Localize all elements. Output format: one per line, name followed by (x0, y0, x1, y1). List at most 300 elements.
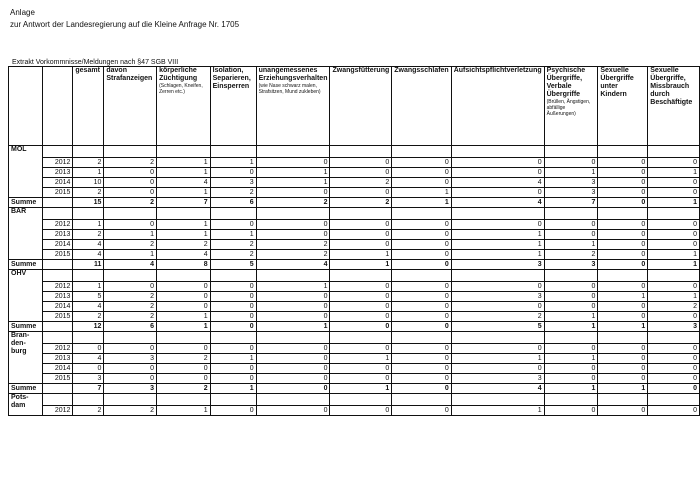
value-cell: 2 (73, 188, 104, 198)
header-cell-year (42, 67, 73, 146)
value-cell: 0 (392, 364, 451, 374)
column-header-title: körperliche Züchtigung (159, 67, 198, 82)
value-cell: 0 (256, 364, 330, 374)
value-cell: 1 (544, 354, 598, 364)
empty-cell (73, 208, 104, 220)
value-cell: 0 (598, 354, 648, 364)
year-cell: 2014 (42, 178, 73, 188)
value-cell: 0 (544, 292, 598, 302)
value-cell: 2 (210, 250, 256, 260)
empty-cell (451, 208, 544, 220)
value-cell: 0 (256, 188, 330, 198)
column-header-title: Sexuelle Übergriffe, Missbrauch durch Beschäftigte (650, 67, 693, 106)
empty-cell (598, 208, 648, 220)
empty-cell (544, 394, 598, 406)
sum-label: Summe (9, 322, 43, 332)
value-cell: 0 (648, 364, 700, 374)
value-cell: 2 (73, 230, 104, 240)
value-cell: 0 (210, 282, 256, 292)
value-cell: 0 (210, 344, 256, 354)
value-cell: 0 (330, 220, 392, 230)
empty-cell (157, 146, 211, 158)
value-cell: 0 (256, 344, 330, 354)
table-row (9, 282, 700, 292)
value-cell: 2 (256, 250, 330, 260)
value-cell: 0 (256, 220, 330, 230)
sum-label: Summe (9, 384, 43, 394)
value-cell: 1 (598, 292, 648, 302)
value-cell: 0 (648, 282, 700, 292)
empty-cell (392, 270, 451, 282)
sum-value-cell: 3 (544, 260, 598, 270)
value-cell: 0 (648, 406, 700, 416)
value-cell: 0 (544, 374, 598, 384)
table-row (9, 302, 700, 312)
value-cell: 0 (256, 158, 330, 168)
sum-value-cell: 8 (157, 260, 211, 270)
sum-value-cell: 4 (104, 260, 157, 270)
table-row (9, 312, 700, 322)
value-cell: 1 (451, 240, 544, 250)
sum-value-cell: 11 (73, 260, 104, 270)
sum-value-cell: 7 (73, 384, 104, 394)
document-subtitle: zur Antwort der Landesregierung auf die Kleine Anfrage Nr. 1705 (10, 20, 240, 29)
sum-value-cell: 3 (104, 384, 157, 394)
value-cell: 0 (256, 406, 330, 416)
column-header (451, 67, 544, 146)
year-cell: 2012 (42, 220, 73, 230)
value-cell: 0 (104, 364, 157, 374)
column-header (330, 67, 392, 146)
sum-value-cell: 0 (648, 384, 700, 394)
value-cell: 1 (330, 250, 392, 260)
column-header-title: Aufsichtspflichtverletzung (453, 67, 542, 74)
table-row (9, 230, 700, 240)
value-cell: 0 (210, 374, 256, 384)
value-cell: 0 (157, 302, 211, 312)
empty-cell (330, 270, 392, 282)
column-header-title: Isolation, Separieren, Einsperren (212, 67, 251, 90)
value-cell: 0 (330, 188, 392, 198)
empty-cell (392, 146, 451, 158)
column-header-note: (wie Nase schwarz malen, Strafsitzen, Mund zukleben) (258, 83, 321, 95)
value-cell: 0 (598, 344, 648, 354)
value-cell: 0 (330, 302, 392, 312)
value-cell: 3 (544, 188, 598, 198)
table-row (9, 158, 700, 168)
value-cell: 0 (210, 292, 256, 302)
region-row (9, 146, 700, 158)
value-cell: 1 (256, 168, 330, 178)
value-cell: 4 (451, 178, 544, 188)
value-cell: 0 (451, 302, 544, 312)
value-cell: 0 (598, 188, 648, 198)
value-cell: 0 (544, 158, 598, 168)
empty-cell (42, 384, 73, 394)
value-cell: 0 (392, 374, 451, 384)
empty-cell (73, 394, 104, 406)
value-cell: 0 (598, 158, 648, 168)
value-cell: 0 (256, 374, 330, 384)
sum-value-cell: 0 (598, 198, 648, 208)
sum-value-cell: 1 (157, 322, 211, 332)
value-cell: 1 (73, 168, 104, 178)
value-cell: 0 (451, 188, 544, 198)
value-cell: 2 (104, 302, 157, 312)
value-cell: 4 (73, 250, 104, 260)
value-cell: 0 (598, 178, 648, 188)
empty-cell (256, 208, 330, 220)
value-cell: 0 (104, 282, 157, 292)
value-cell: 1 (157, 158, 211, 168)
year-cell: 2013 (42, 230, 73, 240)
value-cell: 0 (330, 364, 392, 374)
value-cell: 1 (256, 282, 330, 292)
value-cell: 2 (104, 240, 157, 250)
value-cell: 4 (73, 240, 104, 250)
empty-cell (73, 146, 104, 158)
value-cell: 0 (157, 292, 211, 302)
value-cell: 0 (392, 302, 451, 312)
empty-cell (104, 394, 157, 406)
value-cell: 2 (210, 188, 256, 198)
value-cell: 3 (451, 374, 544, 384)
value-cell: 1 (104, 250, 157, 260)
sum-value-cell: 3 (648, 322, 700, 332)
sum-value-cell: 4 (451, 384, 544, 394)
empty-cell (210, 146, 256, 158)
value-cell: 3 (73, 374, 104, 384)
value-cell: 5 (73, 292, 104, 302)
year-cell: 2013 (42, 292, 73, 302)
empty-cell (157, 208, 211, 220)
value-cell: 0 (104, 220, 157, 230)
sum-value-cell: 2 (256, 198, 330, 208)
value-cell: 0 (451, 364, 544, 374)
empty-cell (451, 332, 544, 344)
sum-value-cell: 5 (210, 260, 256, 270)
value-cell: 0 (330, 292, 392, 302)
empty-cell (42, 394, 73, 406)
value-cell: 0 (598, 374, 648, 384)
value-cell: 0 (330, 312, 392, 322)
table-header-row (9, 67, 700, 146)
value-cell: 0 (330, 158, 392, 168)
empty-cell (648, 332, 700, 344)
empty-cell (330, 394, 392, 406)
value-cell: 10 (73, 178, 104, 188)
column-header-title: Sexuelle Übergriffe unter Kindern (600, 67, 634, 98)
incident-table (8, 66, 700, 416)
year-cell: 2012 (42, 158, 73, 168)
value-cell: 1 (392, 188, 451, 198)
value-cell: 4 (157, 178, 211, 188)
value-cell: 1 (451, 354, 544, 364)
empty-cell (648, 270, 700, 282)
value-cell: 0 (157, 344, 211, 354)
value-cell: 0 (544, 220, 598, 230)
empty-cell (451, 394, 544, 406)
sum-value-cell: 4 (256, 260, 330, 270)
value-cell: 1 (256, 178, 330, 188)
sum-row (9, 198, 700, 208)
empty-cell (210, 208, 256, 220)
empty-cell (598, 270, 648, 282)
sum-value-cell: 0 (598, 260, 648, 270)
table-row (9, 220, 700, 230)
value-cell: 0 (648, 354, 700, 364)
table-row (9, 188, 700, 198)
value-cell: 2 (104, 292, 157, 302)
region-row (9, 332, 700, 344)
empty-cell (544, 270, 598, 282)
year-cell: 2013 (42, 354, 73, 364)
empty-cell (73, 332, 104, 344)
value-cell: 2 (330, 178, 392, 188)
value-cell: 0 (330, 406, 392, 416)
value-cell: 2 (648, 302, 700, 312)
year-cell: 2015 (42, 188, 73, 198)
value-cell: 0 (210, 406, 256, 416)
value-cell: 0 (256, 354, 330, 364)
table-row (9, 344, 700, 354)
sum-value-cell: 0 (392, 322, 451, 332)
region-name-line: burg (11, 348, 27, 355)
value-cell: 1 (451, 406, 544, 416)
empty-cell (451, 270, 544, 282)
header-cell-region (9, 67, 43, 146)
empty-cell (256, 332, 330, 344)
value-cell: 0 (544, 302, 598, 312)
value-cell: 1 (544, 168, 598, 178)
column-header-title: unangemessenes Erziehungsverhalten (258, 67, 328, 82)
value-cell: 1 (210, 354, 256, 364)
value-cell: 0 (392, 344, 451, 354)
value-cell: 0 (648, 230, 700, 240)
value-cell: 0 (210, 168, 256, 178)
sum-value-cell: 2 (330, 198, 392, 208)
empty-cell (544, 208, 598, 220)
table-row (9, 374, 700, 384)
sum-value-cell: 0 (392, 260, 451, 270)
sum-value-cell: 2 (104, 198, 157, 208)
sum-value-cell: 15 (73, 198, 104, 208)
value-cell: 0 (451, 282, 544, 292)
value-cell: 0 (598, 302, 648, 312)
sum-value-cell: 1 (330, 384, 392, 394)
column-header-note: (Brüllen, Ängstigen, abfällige Äußerungen) (546, 99, 591, 117)
region-name (9, 332, 43, 384)
value-cell: 1 (157, 168, 211, 178)
sum-row (9, 322, 700, 332)
value-cell: 1 (544, 312, 598, 322)
value-cell: 0 (392, 240, 451, 250)
value-cell: 0 (256, 312, 330, 322)
value-cell: 2 (256, 240, 330, 250)
value-cell: 1 (104, 230, 157, 240)
value-cell: 0 (598, 312, 648, 322)
value-cell: 0 (104, 344, 157, 354)
table-row (9, 364, 700, 374)
sum-value-cell: 1 (648, 260, 700, 270)
empty-cell (392, 394, 451, 406)
value-cell: 0 (73, 364, 104, 374)
empty-cell (210, 394, 256, 406)
empty-cell (104, 146, 157, 158)
sum-value-cell: 1 (392, 198, 451, 208)
empty-cell (544, 332, 598, 344)
sum-value-cell: 4 (451, 198, 544, 208)
value-cell: 2 (451, 312, 544, 322)
value-cell: 1 (210, 230, 256, 240)
sum-value-cell: 0 (210, 322, 256, 332)
value-cell: 2 (210, 240, 256, 250)
value-cell: 0 (73, 344, 104, 354)
value-cell: 2 (157, 354, 211, 364)
sum-value-cell: 1 (330, 260, 392, 270)
value-cell: 1 (544, 240, 598, 250)
region-name-line: dam (11, 402, 26, 409)
table-row (9, 178, 700, 188)
value-cell: 0 (451, 344, 544, 354)
column-header-note: (Schlagen, Kneifen, Zerren etc.) (159, 83, 203, 95)
empty-cell (598, 146, 648, 158)
table-row (9, 292, 700, 302)
sum-value-cell: 0 (330, 322, 392, 332)
empty-cell (598, 332, 648, 344)
value-cell: 0 (648, 240, 700, 250)
value-cell: 4 (73, 354, 104, 364)
value-cell: 0 (648, 220, 700, 230)
empty-cell (42, 332, 73, 344)
region-name: OHV (9, 270, 43, 322)
value-cell: 1 (73, 282, 104, 292)
empty-cell (256, 270, 330, 282)
column-header-title: davon Strafanzeigen (106, 67, 153, 82)
value-cell: 1 (73, 220, 104, 230)
column-header (157, 67, 211, 146)
table-body (9, 146, 700, 416)
value-cell: 1 (451, 250, 544, 260)
sum-value-cell: 7 (544, 198, 598, 208)
value-cell: 0 (544, 282, 598, 292)
value-cell: 0 (544, 344, 598, 354)
empty-cell (648, 146, 700, 158)
sum-value-cell: 1 (544, 322, 598, 332)
value-cell: 0 (256, 302, 330, 312)
value-cell: 1 (157, 220, 211, 230)
value-cell: 1 (330, 354, 392, 364)
region-row (9, 208, 700, 220)
value-cell: 1 (210, 158, 256, 168)
value-cell: 0 (392, 230, 451, 240)
value-cell: 0 (648, 312, 700, 322)
empty-cell (157, 394, 211, 406)
empty-cell (157, 270, 211, 282)
empty-cell (256, 394, 330, 406)
value-cell: 0 (598, 220, 648, 230)
value-cell: 0 (330, 374, 392, 384)
value-cell: 4 (73, 302, 104, 312)
sum-value-cell: 0 (392, 384, 451, 394)
sum-value-cell: 3 (451, 260, 544, 270)
value-cell: 2 (73, 158, 104, 168)
value-cell: 0 (392, 178, 451, 188)
value-cell: 3 (210, 178, 256, 188)
value-cell: 2 (104, 406, 157, 416)
value-cell: 0 (330, 168, 392, 178)
column-header (73, 67, 104, 146)
column-header (210, 67, 256, 146)
year-cell: 2014 (42, 240, 73, 250)
value-cell: 0 (392, 312, 451, 322)
value-cell: 0 (330, 240, 392, 250)
value-cell: 0 (392, 168, 451, 178)
value-cell: 0 (544, 364, 598, 374)
region-name-line: Bran- (11, 332, 30, 339)
sum-row (9, 384, 700, 394)
sum-label: Summe (9, 198, 43, 208)
empty-cell (104, 332, 157, 344)
value-cell: 1 (648, 292, 700, 302)
value-cell: 1 (648, 250, 700, 260)
value-cell: 1 (157, 230, 211, 240)
column-header (392, 67, 451, 146)
value-cell: 0 (544, 406, 598, 416)
empty-cell (648, 394, 700, 406)
value-cell: 0 (256, 230, 330, 240)
empty-cell (42, 146, 73, 158)
value-cell: 0 (544, 230, 598, 240)
column-header (104, 67, 157, 146)
column-header (598, 67, 648, 146)
empty-cell (104, 208, 157, 220)
value-cell: 0 (648, 344, 700, 354)
empty-cell (330, 146, 392, 158)
sum-value-cell: 1 (598, 384, 648, 394)
value-cell: 0 (392, 354, 451, 364)
column-header (648, 67, 700, 146)
empty-cell (42, 260, 73, 270)
value-cell: 2 (104, 312, 157, 322)
region-name: BAR (9, 208, 43, 260)
sum-value-cell: 6 (210, 198, 256, 208)
value-cell: 0 (157, 282, 211, 292)
value-cell: 0 (330, 344, 392, 354)
value-cell: 0 (392, 406, 451, 416)
sum-value-cell: 2 (157, 384, 211, 394)
value-cell: 1 (451, 230, 544, 240)
value-cell: 0 (648, 188, 700, 198)
value-cell: 0 (210, 302, 256, 312)
empty-cell (544, 146, 598, 158)
value-cell: 0 (598, 406, 648, 416)
value-cell: 1 (648, 168, 700, 178)
value-cell: 0 (104, 374, 157, 384)
value-cell: 2 (104, 158, 157, 168)
value-cell: 0 (392, 220, 451, 230)
value-cell: 0 (392, 292, 451, 302)
table-row (9, 250, 700, 260)
value-cell: 0 (157, 374, 211, 384)
sum-value-cell: 1 (648, 198, 700, 208)
value-cell: 3 (544, 178, 598, 188)
region-name (9, 394, 43, 416)
sum-value-cell: 5 (451, 322, 544, 332)
value-cell: 0 (330, 282, 392, 292)
column-header (544, 67, 598, 146)
year-cell: 2015 (42, 374, 73, 384)
